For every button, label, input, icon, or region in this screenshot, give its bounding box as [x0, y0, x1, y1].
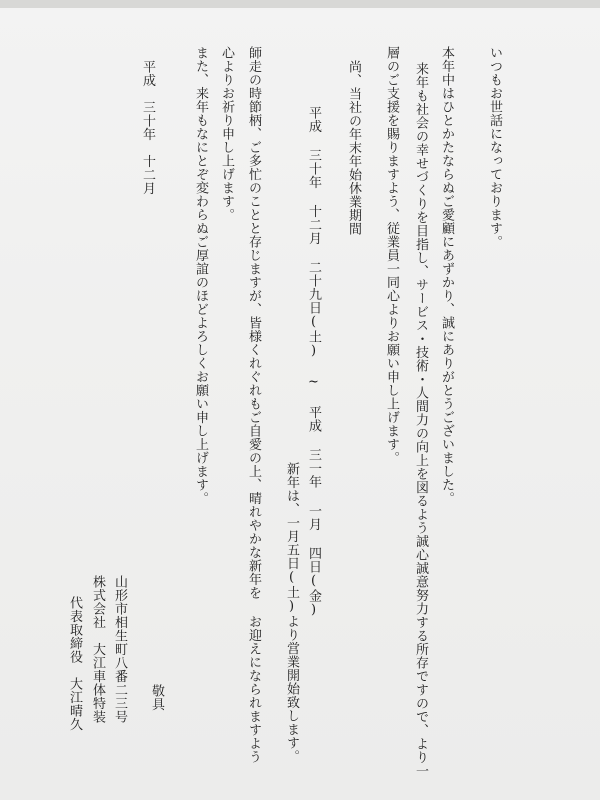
reopening-line: 新年は、一月五日(土)より営業開始致します。: [284, 462, 299, 763]
body-line-2: 来年も社会の幸せづくりを目指し、サービス・技術・人間力の向上を図るよう誠心誠意努力する所存ですので、より一: [413, 62, 428, 778]
closure-period: 平成 三十年 十二月 二十九日(土) ~ 平成 三一年 一月 四日(金): [306, 106, 321, 618]
body-line-3: 層のご支援を賜りますよう、従業員一同心よりお願い申し上げます。: [384, 46, 399, 465]
letter-date: 平成 三十年 十二月: [140, 60, 155, 195]
valediction: 敬具: [149, 684, 164, 711]
body-line-1: 本年中はひとかたならぬご愛顧にあずかり、誠にありがとうございました。: [439, 46, 454, 505]
page-top-edge: [0, 0, 600, 8]
sender-representative: 代表取締役 大江晴久: [67, 596, 82, 731]
closing-line-1: 師走の時節柄、ご多忙のことと存じますが、皆様くれぐれもご自愛の上、晴れやかな新年を お迎えになられますよう: [246, 46, 261, 764]
greeting-line: いつもお世話になっております。: [487, 46, 502, 249]
sender-address: 山形市相生町八番二三号: [112, 575, 127, 724]
closing-line-2: 心よりお祈り申し上げます。: [219, 46, 234, 222]
sender-company: 株式会社 大江車体特装: [90, 575, 105, 724]
closure-intro: 尚、当社の年末年始休業期間: [346, 60, 361, 236]
closing-line-3: また、来年もなにとぞ変わらぬご厚誼のほどよろしくお願い申し上げます。: [193, 46, 208, 505]
